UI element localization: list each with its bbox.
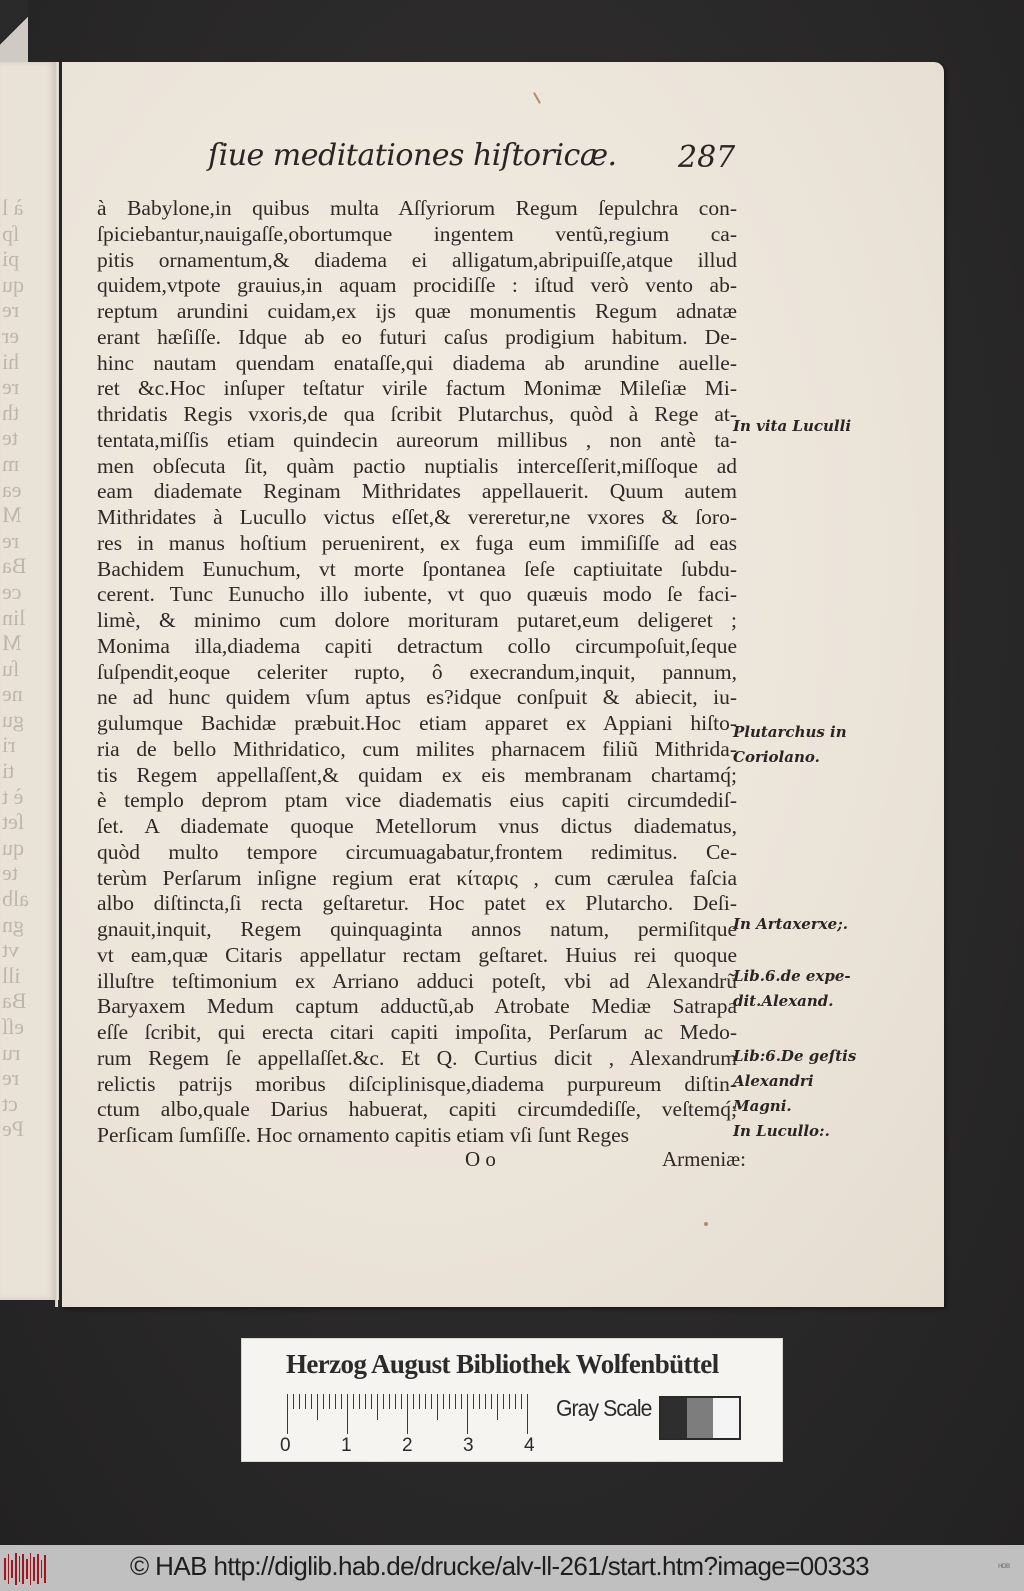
- bleed-line: gn: [2, 911, 24, 937]
- bleed-line: er: [2, 322, 20, 348]
- running-head: ſiue meditationes hiſtoricæ.: [208, 138, 617, 173]
- bleed-line: qu: [2, 271, 24, 297]
- margin-note-line: In Artaxerxe;.: [733, 915, 848, 933]
- ruler-tick: [485, 1394, 486, 1409]
- ruler-tick: [509, 1394, 510, 1409]
- gray-swatch-patch: [661, 1398, 687, 1438]
- catchword: Armeniæ:: [662, 1147, 746, 1171]
- bleed-line: lin: [2, 604, 26, 630]
- ruler-tick: [461, 1394, 462, 1409]
- bleed-line: th: [2, 399, 20, 425]
- text-line: limè, & minimo cum dolore morituram putaret,eum deligeret ;: [97, 608, 737, 632]
- color-target-card: [241, 1338, 783, 1462]
- ruler-tick: [443, 1394, 444, 1409]
- show-through-text: [2, 195, 52, 1142]
- ruler-tick: [371, 1394, 372, 1409]
- bleed-line: ti: [2, 758, 15, 784]
- bleed-line: ſet: [2, 809, 24, 835]
- ruler-label: 1: [341, 1435, 352, 1456]
- text-line: quidem,vtpote grauius,in aquam procidiſſe : iſtud verò vento ab-: [97, 273, 737, 298]
- ruler-label: 3: [463, 1435, 474, 1456]
- bleed-line: te: [2, 860, 18, 886]
- ruler-tick: [413, 1394, 414, 1409]
- ruler-tick: [311, 1394, 312, 1409]
- margin-note-line: Coriolano.: [733, 748, 820, 766]
- ruler-tick: [323, 1394, 324, 1409]
- text-line: res in manus hoſtium peruenirent, ex fuga eum immiſiſſe ad eas: [97, 530, 737, 555]
- page-number: 287: [678, 140, 736, 175]
- bleed-line: ru: [2, 1039, 21, 1065]
- ruler-tick: [497, 1394, 498, 1420]
- bleed-line: qu: [2, 834, 24, 860]
- ruler-tick: [317, 1394, 318, 1420]
- margin-note-line: Alexandri: [733, 1072, 814, 1090]
- text-line: vt eam,quæ Citaris appellatur rectam geſtaret. Huius rei quoque: [97, 942, 737, 967]
- hab-logo-icon: [4, 1553, 46, 1585]
- ruler-tick: [431, 1394, 432, 1409]
- ruler-labels: [280, 1435, 540, 1457]
- bleed-line: m: [2, 450, 20, 476]
- ruler-tick: [515, 1394, 516, 1409]
- body-text: [97, 196, 737, 1149]
- page-corner: [0, 0, 28, 62]
- bleed-line: re: [2, 527, 20, 553]
- text-line: ſet. A diademate quoque Metellorum vnus dictus diadematus,: [97, 814, 737, 838]
- text-line: gulumque Bachidæ præbuit.Hoc etiam apparet ex Appiani hiſto-: [97, 711, 737, 735]
- ruler-tick: [299, 1394, 300, 1409]
- text-line: Monima illa,diadema capiti detractum collo circumpoſuit,ſeque: [97, 633, 737, 658]
- gutter: [55, 62, 58, 1307]
- ruler-tick: [335, 1394, 336, 1409]
- bleed-line: ri: [2, 732, 16, 758]
- bleed-line: ſu: [2, 655, 20, 681]
- text-line: Perſicam ſumſiſſe. Hoc ornamento capitis etiam vſi ſunt Reges: [97, 1123, 629, 1147]
- bleed-line: Pe: [2, 1116, 24, 1142]
- text-line: tis Regem appellaſſent,& quidam ex eis membranam chartamq́;: [97, 762, 737, 787]
- ruler-tick: [521, 1394, 522, 1409]
- text-line: ſuſpendit,eoque celeriter rupto, ô execrandum,inquit, pannum,: [97, 659, 737, 684]
- text-line: Baryaxem Medum captum adductũ,ab Atrobate Mediæ Satrapa: [97, 994, 737, 1019]
- ruler-tick: [473, 1394, 474, 1409]
- ruler-tick: [395, 1394, 396, 1409]
- text-line: gnauit,inquit, Regem quinquaginta annos natum, permiſitque: [97, 917, 737, 941]
- text-line: thridatis Regis vxoris,de qua ſcribit Plutarchus, quòd à Rege at-: [97, 402, 737, 426]
- margin-note: [733, 1044, 883, 1144]
- bleed-line: te: [2, 425, 18, 451]
- margin-note: [733, 720, 883, 770]
- gray-scale-swatch: [659, 1396, 741, 1440]
- ruler-tick: [437, 1394, 438, 1420]
- bleed-line: eſſ: [2, 1014, 24, 1039]
- bleed-line: Ba: [2, 553, 27, 579]
- ruler-tick: [287, 1394, 288, 1434]
- margin-note: [733, 964, 883, 1014]
- text-line: ſpiciebantur,nauigaſſe,obortumque ingentem ventũ,regium ca-: [97, 221, 737, 246]
- text-line: cerent. Tunc Eunucho illo iubente, vt quo quæuis modo ſe faci-: [97, 582, 737, 607]
- bleed-line: ne: [2, 681, 23, 707]
- paper-fleck: [704, 1222, 708, 1226]
- ruler-label: 4: [524, 1435, 535, 1456]
- ruler-tick: [479, 1394, 480, 1409]
- scale-ruler: [287, 1394, 535, 1434]
- ruler-tick: [329, 1394, 330, 1409]
- bleed-line: re: [2, 374, 20, 400]
- margin-note: [733, 414, 883, 439]
- bleed-line: ſp: [2, 220, 20, 246]
- bleed-line: ill: [2, 962, 21, 988]
- margin-note-line: Lib.6.de expe-: [733, 967, 851, 985]
- text-line: ctum albo,quale Darius habuerat, capiti circumdediſſe, veſtemq́;: [97, 1097, 737, 1122]
- text-line: rum Regem ſe appellaſſet.&c. Et Q. Curtius dicit , Alexandrum: [97, 1045, 737, 1070]
- ruler-tick: [389, 1394, 390, 1409]
- text-line: eſſe ſcribit, qui erecta citari capiti impoſita, Perſarum ac Medo-: [97, 1020, 737, 1044]
- margin-note-line: In vita Luculli: [733, 417, 852, 435]
- bleed-line: M: [2, 630, 22, 656]
- ruler-tick: [407, 1394, 408, 1434]
- ruler-tick: [341, 1394, 342, 1409]
- signature-mark: O o: [465, 1147, 496, 1171]
- text-line: erant hæſiſſe. Idque ab eo futuri caſus prodigium habitum. De-: [97, 324, 737, 349]
- footer-mark: ᴴᴰᴮ: [998, 1562, 1010, 1572]
- ruler-tick: [383, 1394, 384, 1409]
- ruler-tick: [401, 1394, 402, 1409]
- margin-note-line: Magni.: [733, 1097, 792, 1115]
- text-line: tentata,miſſis etiam quindecin aureorum millibus , non antè ta-: [97, 427, 737, 452]
- bleed-line: re: [2, 1065, 20, 1091]
- margin-note: [733, 912, 883, 937]
- text-line: pitis ornamentum,& diadema ei alligatum,abripuiſſe,atque illud: [97, 247, 737, 272]
- copyright-url[interactable]: © HAB http://diglib.hab.de/drucke/alv-ll-261/start.htm?image=00333: [130, 1551, 870, 1581]
- text-line: hinc nautam quendam enataſſe,qui diadema ab arundine auelle-: [97, 350, 737, 375]
- bleed-line: vt: [2, 937, 20, 963]
- ruler-tick: [455, 1394, 456, 1409]
- ruler-tick: [527, 1394, 528, 1434]
- bleed-line: hi: [2, 348, 20, 374]
- bleed-line: ea: [2, 476, 22, 502]
- gray-scale-label: Gray Scale: [556, 1395, 652, 1421]
- text-line: terùm Perſarum inſigne regium erat κίταρις , cum cærulea faſcia: [97, 865, 737, 890]
- text-line: à Babylone,in quibus multa Aſſyriorum Regum ſepulchra con-: [97, 196, 737, 220]
- text-line: Mithridates à Lucullo victus eſſet,& vereretur,ne vxores & ſoro-: [97, 505, 737, 529]
- ruler-tick: [377, 1394, 378, 1420]
- text-line: ret &c.Hoc inſuper teſtatur virile factum Monimæ Mileſiæ Mi-: [97, 376, 737, 401]
- library-name: Herzog August Bibliothek Wolfenbüttel: [286, 1349, 719, 1379]
- text-line: quòd multo tempore circumuagabatur,frontem redimitus. Ce-: [97, 839, 737, 864]
- text-line: ne ad hunc quidem vſum aptus es?idque conſpuit & abiecit, iu-: [97, 685, 737, 710]
- ruler-tick: [425, 1394, 426, 1409]
- text-line: albo diſtincta,ſi recta geſtaretur. Hoc patet ex Plutarcho. Deſi-: [97, 891, 737, 916]
- gray-swatch-patch: [687, 1398, 713, 1438]
- text-line: illuſtre teſtimonium ex Arriano adduci poteſt, vbi ad Alexandrũ: [97, 968, 737, 993]
- text-line: reptum arundini cuidam,ex ijs quæ monumentis Regum adnatæ: [97, 299, 737, 323]
- ruler-tick: [503, 1394, 504, 1409]
- text-line: Bachidem Eunuchum, vt morte ſpontanea ſeſe captiuitate ſubdu-: [97, 556, 737, 581]
- bleed-line: gu: [2, 706, 24, 732]
- margin-note-line: Lib:6.De geſtis: [733, 1047, 857, 1065]
- ruler-tick: [491, 1394, 492, 1409]
- ruler-tick: [365, 1394, 366, 1409]
- bleed-line: re: [2, 297, 20, 323]
- margin-note-line: dit.Alexand.: [733, 992, 834, 1010]
- footer-bar: [0, 1545, 1024, 1591]
- bleed-line: è t: [2, 783, 24, 809]
- bleed-line: alb: [2, 886, 29, 912]
- ruler-tick: [449, 1394, 450, 1409]
- ruler-label: 0: [280, 1435, 291, 1456]
- ruler-tick: [305, 1394, 306, 1409]
- bleed-line: ct: [2, 1090, 18, 1116]
- ruler-tick: [353, 1394, 354, 1409]
- ruler-tick: [419, 1394, 420, 1409]
- text-line: è templo deprom ptam vice diadematis eius capiti circumdediſ-: [97, 788, 737, 813]
- text-line: relictis patrijs moribus diſciplinisque,diadema purpureum diſtin-: [97, 1071, 737, 1096]
- bleed-line: ce: [2, 578, 22, 604]
- margin-note-line: In Lucullo:.: [733, 1122, 830, 1140]
- ruler-tick: [347, 1394, 348, 1434]
- ruler-tick: [467, 1394, 468, 1434]
- gray-swatch-patch: [713, 1398, 739, 1438]
- bleed-line: pi: [2, 246, 20, 272]
- text-line: ria de bello Mithridatico, cum milites pharnacem filiũ Mithrida-: [97, 736, 737, 761]
- bleed-line: Ba: [2, 988, 27, 1014]
- text-line: men obſecuta ſit, quàm pactio nuptialis interceſſerit,miſſoque ad: [97, 453, 737, 478]
- margin-note-line: Plutarchus in: [733, 723, 847, 741]
- text-line: eam diademate Reginam Mithridates appellauerit. Quum autem: [97, 479, 737, 504]
- ruler-tick: [293, 1394, 294, 1409]
- bleed-line: à l: [2, 195, 24, 220]
- ruler-tick: [359, 1394, 360, 1409]
- ruler-label: 2: [402, 1435, 413, 1456]
- bleed-line: M: [2, 502, 22, 528]
